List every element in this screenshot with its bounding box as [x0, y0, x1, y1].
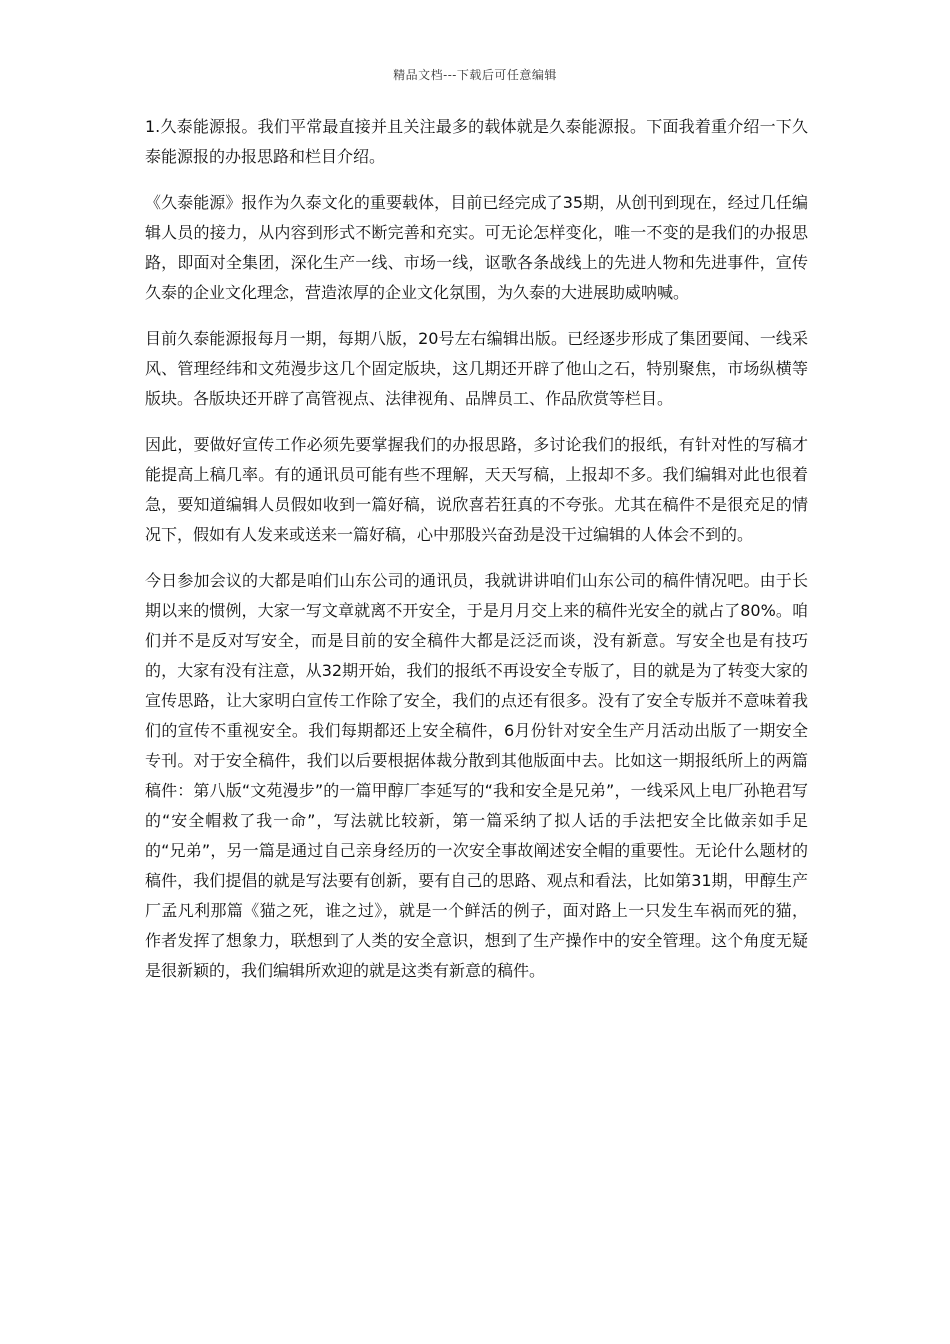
paragraph-3: 目前久泰能源报每月一期，每期八版，20号左右编辑出版。已经逐步形成了集团要闻、一线采风、管理经纬和文苑漫步这几个固定版块，这几期还开辟了他山之石，特别聚焦，市场纵横等版块。各版块还开辟了高管视点、法律视角、品牌员工、作品欣赏等栏目。: [145, 329, 808, 408]
paragraph-1: 1.久泰能源报。我们平常最直接并且关注最多的载体就是久泰能源报。下面我着重介绍一下久泰能源报的办报思路和栏目介绍。: [145, 117, 808, 166]
paragraph-2: 《久泰能源》报作为久泰文化的重要载体，目前已经完成了35期，从创刊到现在，经过几任编辑人员的接力，从内容到形式不断完善和充实。可无论怎样变化，唯一不变的是我们的办报思路，即面对全集团，深化生产一线、市场一线，讴歌各条战线上的先进人物和先进事件，宣传久泰的企业文化理念，营造浓厚的企业文化氛围，为久泰的大进展助威呐喊。: [145, 193, 808, 302]
paragraph-4: 因此，要做好宣传工作必须先要掌握我们的办报思路，多讨论我们的报纸，有针对性的写稿才能提高上稿几率。有的通讯员可能有些不理解，天天写稿，上报却不多。我们编辑对此也很着急，要知道编辑人员假如收到一篇好稿，说欣喜若狂真的不夸张。尤其在稿件不是很充足的情况下，假如有人发来或送来一篇好稿，心中那股兴奋劲是没干过编辑的人体会不到的。: [145, 435, 808, 544]
document-body: [145, 112, 808, 1002]
paragraph-5: 今日参加会议的大都是咱们山东公司的通讯员，我就讲讲咱们山东公司的稿件情况吧。由于长期以来的惯例，大家一写文章就离不开安全，于是月月交上来的稿件光安全的就占了80%。咱们并不是反对写安全，而是目前的安全稿件大都是泛泛而谈，没有新意。写安全也是有技巧的，大家有没有注意，从32期开始，我们的报纸不再设安全专版了，目的就是为了转变大家的宣传思路，让大家明白宣传工作除了安全，我们的点还有很多。没有了安全专版并不意味着我们的宣传不重视安全。我们每期都还上安全稿件，6月份针对安全生产月活动出版了一期安全专刊。对于安全稿件，我们以后要根据体裁分散到其他版面中去。比如这一期报纸所上的两篇稿件：第八版“文苑漫步”的一篇甲醇厂李延写的“我和安全是兄弟”，一线采风上电厂孙艳君写的“安全帽救了我一命”，写法就比较新，第一篇采纳了拟人话的手法把安全比做亲如手足的“兄弟”，另一篇是通过自己亲身经历的一次安全事故阐述安全帽的重要性。无论什么题材的稿件，我们提倡的就是写法要有创新，要有自己的思路、观点和看法，比如第31期，甲醇生产厂孟凡利那篇《猫之死，谁之过》，就是一个鲜活的例子，面对路上一只发生车祸而死的猫，作者发挥了想象力，联想到了人类的安全意识，想到了生产操作中的安全管理。这个角度无疑是很新颖的，我们编辑所欢迎的就是这类有新意的稿件。: [145, 571, 808, 980]
page-header: 精品文档---下载后可任意编辑: [393, 68, 557, 82]
